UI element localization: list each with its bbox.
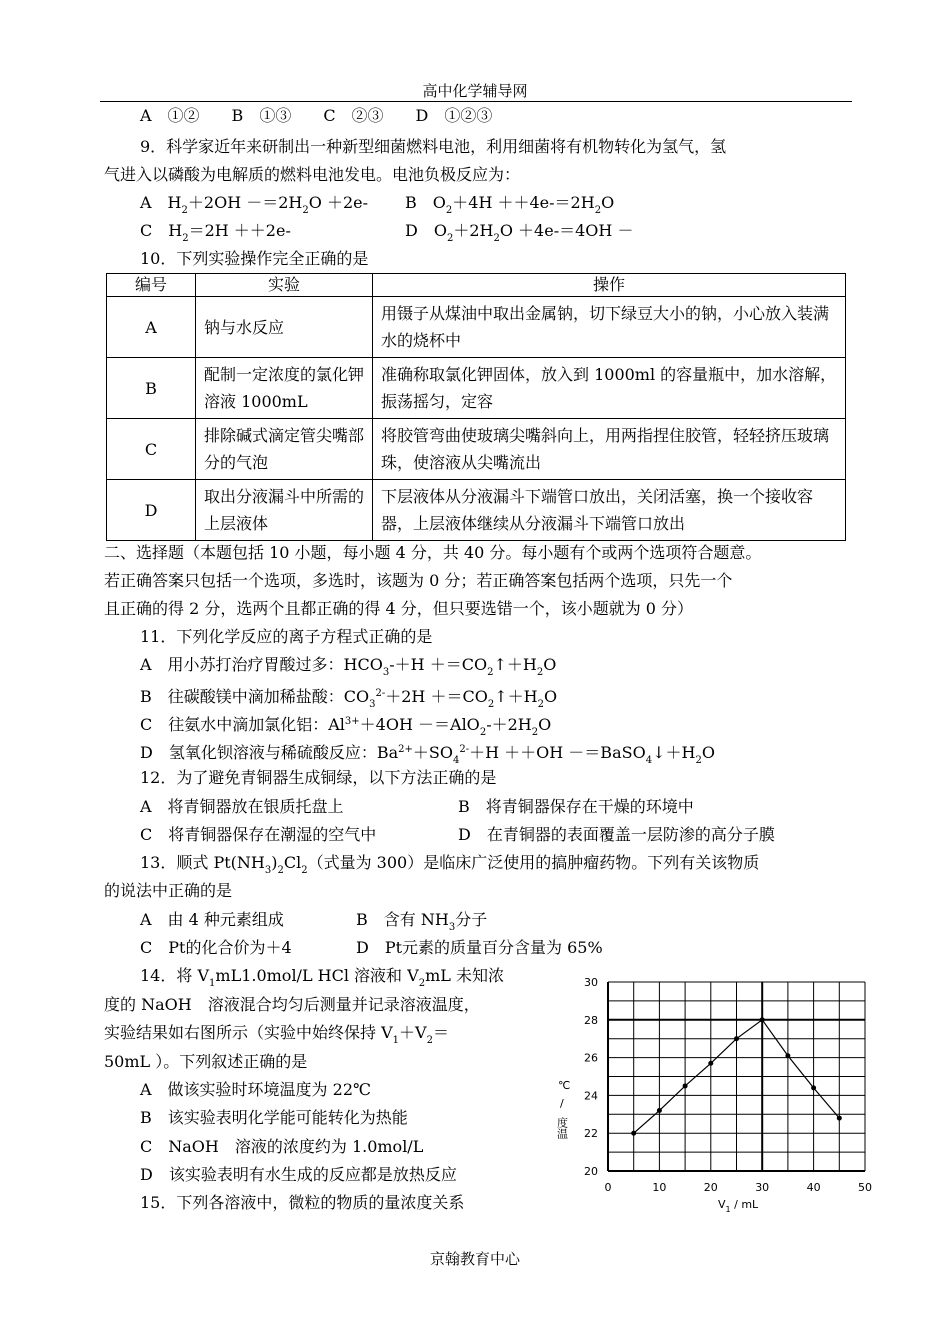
table-row xyxy=(107,480,846,541)
y-label-slash: / xyxy=(560,1097,564,1110)
page-header: 高中化学辅导网 xyxy=(422,82,528,100)
q9-option-c: C $H_2=2H ++2e-$ xyxy=(140,221,291,244)
q8-options: A ①② B ①③ C ②③ D ①②③ xyxy=(140,106,493,125)
temperature-chart xyxy=(540,965,880,1225)
row-id: C xyxy=(107,419,196,480)
row-operation: 用镊子从煤油中取出金属钠，切下绿豆大小的钠，小心放入装满水的烧杯中 xyxy=(373,297,846,358)
q14-stem-3: 实验结果如右图所示（实验中始终保持 $V_1+V_2=$ xyxy=(104,1023,449,1046)
section2-line2: 若正确答案只包括一个选项，多选时，该题为 0 分；若正确答案包括两个选项，只先一个 xyxy=(104,571,733,590)
q11-option-c: C 往氨水中滴加氯化铝：$Al^{3+}+4OH -=AlO_2-+2H_2O$ xyxy=(140,715,552,738)
table-header: 编号 xyxy=(107,274,196,297)
data-point xyxy=(631,1131,636,1136)
table-header-row xyxy=(107,274,846,297)
data-point xyxy=(734,1036,739,1041)
q13-stem: 13．顺式 $Pt(NH_3)_2Cl_2$（式量为 300）是临床广泛使用的搞肿瘤药物。下列有关该物质 xyxy=(140,853,760,876)
q12-stem: 12．为了避免青铜器生成铜绿，以下方法正确的是 xyxy=(140,768,497,787)
q14-stem-4: 50mL ）。下列叙述正确的是 xyxy=(104,1052,308,1071)
table-row xyxy=(107,419,846,480)
q14-option-a: A 做该实验时环境温度为 22℃ xyxy=(140,1080,371,1099)
x-tick-label: 30 xyxy=(755,1181,770,1194)
q13-stem-2: 的说法中正确的是 xyxy=(104,881,233,900)
q12-option-a: A 将青铜器放在银质托盘上 xyxy=(140,797,344,816)
q14-option-d: D 该实验表明有水生成的反应都是放热反应 xyxy=(140,1165,457,1184)
row-experiment: 取出分液漏斗中所需的上层液体 xyxy=(196,480,373,541)
q13-option-a: A 由 4 种元素组成 xyxy=(140,910,284,929)
row-operation: 下层液体从分液漏斗下端管口放出，关闭活塞，换一个接收容器，上层液体继续从分液漏斗下端管口放出 xyxy=(373,480,846,541)
x-label xyxy=(718,1198,759,1214)
header-rule xyxy=(100,101,852,102)
y-tick-label: 24 xyxy=(584,1089,598,1103)
row-id: B xyxy=(107,358,196,419)
x-ticks xyxy=(605,1181,873,1194)
table-row xyxy=(107,358,846,419)
x-tick-label: 40 xyxy=(806,1181,821,1194)
data-point xyxy=(657,1108,662,1113)
q9-option-a: A $H_2+2OH -=2H_2O +2e-$ xyxy=(140,193,369,216)
q14-option-b: B 该实验表明化学能可能转化为热能 xyxy=(140,1108,408,1127)
y-ticks xyxy=(584,976,598,1178)
chart-grid xyxy=(608,982,865,1171)
section2-line1: 二、选择题（本题包括 10 小题，每小题 4 分，共 40 分。每小题有个或两个选项符合题意。 xyxy=(104,543,762,562)
data-point xyxy=(837,1116,842,1121)
page-footer: 京翰教育中心 xyxy=(429,1250,520,1268)
q12-option-b: B 将青铜器保存在干燥的环境中 xyxy=(458,797,694,816)
q13-option-c: C Pt的化合价为＋4 xyxy=(140,938,292,957)
y-tick-label: 28 xyxy=(584,1013,598,1027)
y-label-unit: ℃ xyxy=(558,1079,571,1092)
y-tick-label: 20 xyxy=(584,1165,598,1178)
section2-line3: 且正确的得 2 分，选两个且都正确的得 4 分，但只要选错一个，该小题就为 0 分） xyxy=(104,599,694,618)
row-id: D xyxy=(107,480,196,541)
q15-stem: 15．下列各溶液中，微粒的物质的量浓度关系 xyxy=(140,1193,465,1212)
q13-option-b: B 含有 $NH_3$分子 xyxy=(356,910,488,933)
data-point xyxy=(785,1053,790,1058)
table-header: 实验 xyxy=(196,274,373,297)
x-tick-label: 50 xyxy=(858,1181,872,1194)
data-point xyxy=(683,1083,688,1088)
q13-option-d: D Pt元素的质量百分含量为 65% xyxy=(356,938,603,957)
y-tick-label: 26 xyxy=(584,1051,598,1065)
q11-option-b: B 往碳酸镁中滴加稀盐酸：$CO_3^{2-}+2H$ $+=CO_2↑+H_2O$ xyxy=(140,687,558,710)
row-id: A xyxy=(107,297,196,358)
q9-option-b: B $O_2+4H ++4e-=2H_2O$ xyxy=(405,193,615,216)
row-operation: 将胶管弯曲使玻璃尖嘴斜向上，用两指捏住胶管，轻轻挤压玻璃珠，使溶液从尖嘴流出 xyxy=(373,419,846,480)
q14-stem-2: 度的 NaOH 溶液混合均匀后测量并记录溶液温度， xyxy=(104,995,480,1014)
q9-line2: 气进入以磷酸为电解质的燃料电池发电。电池负极反应为： xyxy=(104,165,521,184)
x-label-unit: / mL xyxy=(730,1198,759,1211)
data-point xyxy=(708,1061,713,1066)
q11-stem: 11．下列化学反应的离子方程式正确的是 xyxy=(140,627,433,646)
row-operation: 准确称取氯化钾固体，放入到 1000ml 的容量瓶中，加水溶解，振荡摇匀，定容 xyxy=(373,358,846,419)
row-experiment: 钠与水反应 xyxy=(196,297,373,358)
q11-option-a: A 用小苏打治疗胃酸过多：$HCO_3-+H$ $+=CO_2↑+H_2O$ xyxy=(140,655,557,678)
q11-option-d: D 氢氧化钡溶液与稀硫酸反应：$Ba^{2+}+SO_4^{2-}+H ++OH$ $-=BaSO_4↓+H_2O$ xyxy=(140,743,715,766)
x-tick-label: 10 xyxy=(652,1181,667,1194)
y-tick-label: 22 xyxy=(584,1127,598,1141)
data-point xyxy=(811,1085,816,1090)
row-experiment: 排除碱式滴定管尖嘴部分的气泡 xyxy=(196,419,373,480)
data-point xyxy=(760,1017,765,1022)
x-tick-label: 20 xyxy=(703,1181,718,1194)
x-tick-label: 0 xyxy=(604,1181,612,1194)
y-label-text: 度温 xyxy=(555,1117,569,1139)
q14-stem-1: 14．将 $V_1mL1.0mol/L$ HCl 溶液和 $V_2mL$ 未知浓 xyxy=(140,966,504,989)
q9-option-d: D $O_2+2H_2O +4e-=4OH$ － xyxy=(405,221,634,244)
x-label-sub: 1 xyxy=(725,1205,731,1214)
q10-stem: 10．下列实验操作完全正确的是 xyxy=(140,249,369,268)
q9-line1: 9．科学家近年来研制出一种新型细菌燃料电池，利用细菌将有机物转化为氢气，氢 xyxy=(140,137,727,156)
x-label-main: V xyxy=(718,1198,726,1211)
q14-option-c: C NaOH 溶液的浓度约为 1.0mol/L xyxy=(140,1137,424,1156)
table-row xyxy=(107,297,846,358)
q12-option-c: C 将青铜器保存在潮湿的空气中 xyxy=(140,825,377,844)
operations-table xyxy=(106,273,846,541)
table-header: 操作 xyxy=(373,274,846,297)
row-experiment: 配制一定浓度的氯化钾溶液 1000mL xyxy=(196,358,373,419)
q12-option-d: D 在青铜器的表面覆盖一层防渗的高分子膜 xyxy=(458,825,775,844)
y-tick-label: 30 xyxy=(584,976,598,989)
